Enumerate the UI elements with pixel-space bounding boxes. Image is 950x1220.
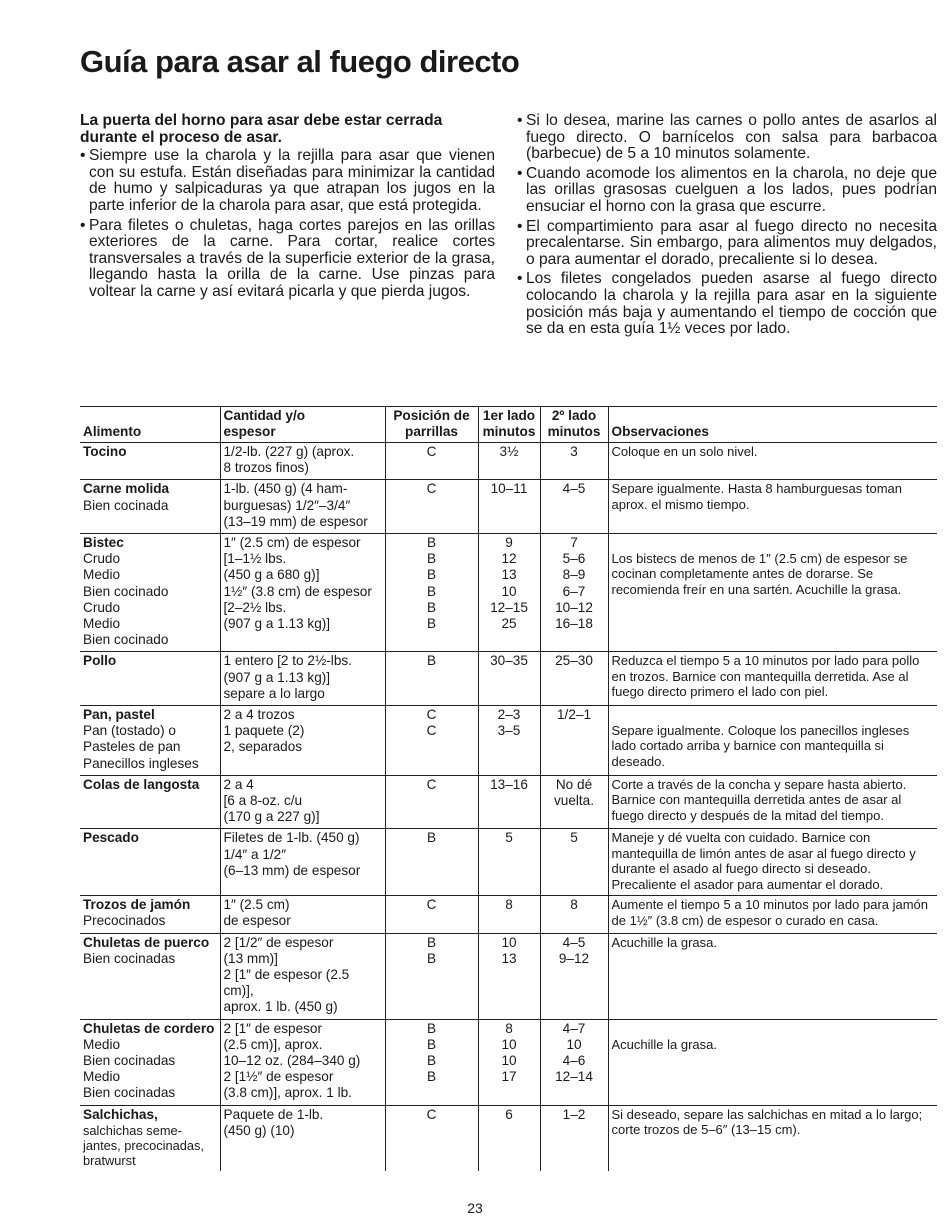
food-subtype: Pasteles de pan bbox=[83, 739, 181, 755]
note-text: Maneje y dé vuelta con cuidado. Barnice con mantequilla de limón antes de asar al fuego directo y durante el asado al fuego directo si deseado. Precaliente el asador para aumentar el dorado. bbox=[611, 830, 916, 892]
cell-line: 8 bbox=[505, 897, 513, 913]
food-subtype: Bien cocinado bbox=[83, 583, 169, 599]
cell-line: 25–30 bbox=[555, 653, 593, 669]
cell-food bbox=[80, 443, 220, 480]
cell-line: Filetes de 1-lb. (450 g) bbox=[223, 830, 360, 846]
food-name: Chuletas de cordero bbox=[83, 1020, 215, 1036]
cell-line: 1″ (2.5 cm) bbox=[223, 897, 290, 913]
cell-line: 2 a 4 bbox=[223, 776, 254, 792]
cell-line: 9–12 bbox=[558, 950, 590, 966]
cell-line: B bbox=[426, 583, 437, 599]
cell-line: B bbox=[426, 1052, 437, 1068]
table-row bbox=[80, 652, 937, 706]
food-name: Trozos de jamón bbox=[83, 897, 191, 913]
cell-line: 1 entero [2 to 2½-lbs. bbox=[223, 653, 352, 669]
cell-quantity bbox=[220, 896, 385, 933]
table-row bbox=[80, 1019, 937, 1105]
cell-line: (450 g) (10) bbox=[223, 1122, 295, 1138]
cell-line: B bbox=[426, 599, 437, 615]
cell-line: C bbox=[426, 481, 437, 497]
cell-quantity bbox=[220, 933, 385, 1019]
cell-food bbox=[80, 480, 220, 534]
cell-line: B bbox=[426, 535, 437, 551]
cell-line: 12 bbox=[501, 551, 517, 567]
header-side1: 1er lado minutos bbox=[478, 407, 540, 443]
cell-line: No dé bbox=[555, 776, 593, 792]
cell-line: C bbox=[426, 897, 437, 913]
cell-quantity bbox=[220, 1019, 385, 1105]
cell-line: 3 bbox=[570, 444, 578, 459]
cell-line: 1/2-lb. (227 g) (aprox. bbox=[223, 444, 355, 459]
cell-notes bbox=[608, 652, 937, 706]
cell-side1 bbox=[478, 775, 540, 829]
intro-bullet: • Para filetes o chuletas, haga cortes parejos en las orillas exteriores de la carne. Para cortar, realice cortes transversales a través de la superficie exterior de la grasa, llegando hasta la orilla de la carne. Use pinzas para voltear la carne y así evitará picarla y que pierda jugos. bbox=[80, 218, 495, 301]
food-name: Colas de langosta bbox=[83, 776, 200, 792]
food-subtype: Medio bbox=[83, 1069, 121, 1085]
cell-side2 bbox=[540, 933, 608, 1019]
cell-line: 8 bbox=[570, 897, 578, 913]
cell-line: (450 g a 680 g)] bbox=[223, 567, 320, 583]
cell-line: B bbox=[426, 653, 437, 669]
cell-food bbox=[80, 829, 220, 896]
cell-food bbox=[80, 652, 220, 706]
cell-line: 12–14 bbox=[555, 1069, 593, 1085]
cell-line: B bbox=[426, 934, 437, 950]
food-subtype: Bien cocinado bbox=[83, 632, 169, 648]
cell-line: 30–35 bbox=[490, 653, 528, 669]
cell-line: C bbox=[426, 707, 437, 723]
cell-line: 5 bbox=[570, 830, 578, 846]
cell-food bbox=[80, 896, 220, 933]
cell-line: 1–2 bbox=[562, 1106, 586, 1122]
cell-line: B bbox=[426, 616, 437, 632]
cell-line: (13–19 mm) de espesor bbox=[223, 513, 368, 529]
cell-line: 17 bbox=[501, 1069, 517, 1085]
cell-side1 bbox=[478, 534, 540, 652]
cell-side2 bbox=[540, 443, 608, 480]
food-subtype: Medio bbox=[83, 616, 121, 632]
cell-line: [6 a 8-oz. c/u bbox=[223, 793, 303, 809]
header-side2: 2º lado minutos bbox=[540, 407, 608, 443]
cell-side2 bbox=[540, 652, 608, 706]
cell-side1 bbox=[478, 443, 540, 480]
cell-side2 bbox=[540, 480, 608, 534]
food-name: Salchichas, bbox=[83, 1106, 158, 1122]
intro-bullet: • Los filetes congelados pueden asarse al fuego directo colocando la charola y la rejilla para asar en la siguiente posición más baja y aumentando el tiempo de cocción que se da en esta guía 1½ veces por lado. bbox=[517, 271, 937, 337]
cell-line: 10 bbox=[501, 1052, 517, 1068]
table-row bbox=[80, 534, 937, 652]
cell-line: 4–7 bbox=[562, 1020, 586, 1036]
note-text: Coloque en un solo nivel. bbox=[611, 444, 758, 459]
cell-line: B bbox=[426, 1020, 437, 1036]
cell-quantity bbox=[220, 480, 385, 534]
note-text: Si deseado, separe las salchichas en mitad a lo largo; corte trozos de 5–6″ (13–15 cm). bbox=[611, 1106, 923, 1137]
food-name: Tocino bbox=[83, 444, 127, 459]
cell-line: 1-lb. (450 g) (4 ham- bbox=[223, 481, 348, 497]
cell-line: vuelta. bbox=[553, 793, 595, 809]
food-subtype: Pan (tostado) o bbox=[83, 723, 176, 739]
cell-line: burguesas) 1/2″–3/4″ bbox=[223, 497, 351, 513]
cell-food bbox=[80, 534, 220, 652]
cell-line: 9 bbox=[505, 535, 513, 551]
cell-line: 8–9 bbox=[562, 567, 586, 583]
table-row bbox=[80, 933, 937, 1019]
cell-line: C bbox=[426, 723, 437, 739]
cell-line: (170 g a 227 g)] bbox=[223, 809, 320, 825]
food-subtype: Bien cocinadas bbox=[83, 1052, 176, 1068]
cell-notes bbox=[608, 896, 937, 933]
table-row bbox=[80, 829, 937, 896]
cell-side2 bbox=[540, 534, 608, 652]
intro-left-column bbox=[80, 113, 495, 304]
cell-line: 6 bbox=[505, 1106, 513, 1122]
cell-side2 bbox=[540, 1019, 608, 1105]
cell-side1 bbox=[478, 1105, 540, 1171]
cell-line: 1″ (2.5 cm) de espesor bbox=[223, 535, 361, 551]
cell-line: 6–7 bbox=[562, 583, 586, 599]
spacer bbox=[612, 707, 935, 723]
cell-line: 25 bbox=[501, 616, 517, 632]
cell-line: 13 bbox=[501, 567, 517, 583]
header-quantity: Cantidad y/o espesor bbox=[220, 407, 385, 443]
cell-side1 bbox=[478, 896, 540, 933]
food-name: Pan, pastel bbox=[83, 707, 155, 723]
cell-line: 2 a 4 trozos bbox=[223, 707, 295, 723]
cell-position bbox=[385, 896, 478, 933]
food-subtype: Medio bbox=[83, 567, 121, 583]
cell-notes bbox=[608, 534, 937, 652]
cell-position bbox=[385, 534, 478, 652]
cell-line: 2 [1″ de espesor bbox=[223, 1020, 323, 1036]
cell-quantity bbox=[220, 1105, 385, 1171]
food-subtype: bratwurst bbox=[83, 1153, 136, 1169]
cell-line: 12–15 bbox=[490, 599, 528, 615]
note-text: Los bistecs de menos de 1″ (2.5 cm) de espesor se cocinan completamente antes de dorarse. Se recomienda freír en una sartén. Acuchille la grasa. bbox=[611, 551, 908, 597]
page-title: Guía para asar al fuego directo bbox=[80, 44, 520, 79]
table-row bbox=[80, 480, 937, 534]
food-name: Bistec bbox=[83, 535, 124, 551]
cell-quantity bbox=[220, 775, 385, 829]
cell-line: 10–12 oz. (284–340 g) bbox=[223, 1052, 361, 1068]
cell-position bbox=[385, 480, 478, 534]
cell-line: B bbox=[426, 551, 437, 567]
table-row bbox=[80, 706, 937, 776]
cell-notes bbox=[608, 443, 937, 480]
table-row bbox=[80, 443, 937, 480]
cell-line: 10–12 bbox=[555, 599, 593, 615]
cell-line: de espesor bbox=[223, 913, 291, 929]
cell-notes bbox=[608, 1105, 937, 1171]
cell-position bbox=[385, 933, 478, 1019]
cell-line: 8 bbox=[505, 1020, 513, 1036]
cell-line: (907 g a 1.13 kg)] bbox=[223, 616, 331, 632]
cell-line: 1/2–1 bbox=[556, 707, 592, 723]
food-name: Pescado bbox=[83, 830, 139, 846]
cell-position bbox=[385, 829, 478, 896]
cell-line: 1/4″ a 1/2″ bbox=[223, 846, 287, 862]
broiling-guide-table bbox=[80, 406, 937, 1171]
cell-position bbox=[385, 1105, 478, 1171]
cell-quantity bbox=[220, 443, 385, 480]
cell-quantity bbox=[220, 829, 385, 896]
food-subtype: jantes, precocinadas, bbox=[83, 1137, 204, 1153]
cell-line: 2 [1/2″ de espesor bbox=[223, 934, 334, 950]
cell-position bbox=[385, 1019, 478, 1105]
cell-line: 3½ bbox=[499, 444, 519, 459]
cell-line: 2 [1½″ de espesor bbox=[223, 1069, 334, 1085]
cell-position bbox=[385, 443, 478, 480]
cell-notes bbox=[608, 829, 937, 896]
cell-line: [2–2½ lbs. bbox=[223, 599, 287, 615]
cell-side1 bbox=[478, 933, 540, 1019]
cell-notes bbox=[608, 933, 937, 1019]
food-subtype: Crudo bbox=[83, 551, 121, 567]
cell-line: 3–5 bbox=[497, 723, 521, 739]
food-subtype: Bien cocinada bbox=[83, 497, 169, 513]
food-subtype: salchichas seme- bbox=[83, 1122, 182, 1138]
note-text: Acuchille la grasa. bbox=[611, 934, 717, 950]
food-name: Pollo bbox=[83, 653, 117, 669]
cell-side1 bbox=[478, 1019, 540, 1105]
cell-line: 10 bbox=[501, 1036, 517, 1052]
cell-line: 2 [1″ de espesor (2.5 cm)], bbox=[223, 966, 354, 999]
cell-line: 4–5 bbox=[562, 481, 586, 497]
cell-position bbox=[385, 652, 478, 706]
spacer bbox=[612, 1021, 935, 1037]
cell-notes bbox=[608, 775, 937, 829]
cell-line: 13–16 bbox=[490, 776, 528, 792]
cell-line: 10–11 bbox=[490, 481, 528, 497]
cell-line: (3.8 cm)], aprox. 1 lb. bbox=[223, 1085, 352, 1101]
cell-line: B bbox=[426, 950, 437, 966]
cell-food bbox=[80, 1019, 220, 1105]
cell-line: B bbox=[426, 830, 437, 846]
cell-line: 10 bbox=[566, 1036, 582, 1052]
note-text: Reduzca el tiempo 5 a 10 minutos por lado para pollo en trozos. Barnice con mantequilla derretida. Ase al fuego directo primero el lado con piel. bbox=[611, 653, 920, 700]
cell-line: B bbox=[426, 567, 437, 583]
cell-line: [1–1½ lbs. bbox=[223, 551, 287, 567]
cell-line: Paquete de 1-lb. bbox=[223, 1106, 324, 1122]
food-subtype: Crudo bbox=[83, 599, 121, 615]
cell-quantity bbox=[220, 706, 385, 776]
food-subtype: Bien cocinadas bbox=[83, 950, 176, 966]
note-text: Separe igualmente. Coloque los panecillos ingleses lado cortado arriba y barnice con mantequilla si deseado. bbox=[611, 723, 910, 769]
cell-line: 13 bbox=[501, 950, 517, 966]
intro-bullet: • Siempre use la charola y la rejilla para asar que vienen con su estufa. Están diseñadas para minimizar la cantidad de humo y salpicaduras ya que atrapan los jugos en la parte inferior de la charola para asar, que está protegida. bbox=[80, 148, 495, 214]
cell-side2 bbox=[540, 1105, 608, 1171]
cell-line: 10 bbox=[501, 583, 517, 599]
spacer bbox=[612, 535, 935, 551]
cell-side2 bbox=[540, 775, 608, 829]
cell-quantity bbox=[220, 534, 385, 652]
note-text: Separe igualmente. Hasta 8 hamburguesas toman aprox. el mismo tiempo. bbox=[611, 481, 903, 512]
intro-bullet: • Cuando acomode los alimentos en la charola, no deje que las orillas grasosas cuelguen a los lados, pues podrían ensuciar el horno con la grasa que escurre. bbox=[517, 166, 937, 216]
cell-side2 bbox=[540, 706, 608, 776]
cell-line: 7 bbox=[570, 535, 578, 551]
cell-line: B bbox=[426, 1036, 437, 1052]
food-subtype: Medio bbox=[83, 1036, 121, 1052]
cell-side1 bbox=[478, 652, 540, 706]
food-subtype: Precocinados bbox=[83, 913, 166, 929]
cell-line: (2.5 cm)], aprox. bbox=[223, 1036, 323, 1052]
cell-line: 10 bbox=[501, 934, 517, 950]
cell-food bbox=[80, 1105, 220, 1171]
table-row bbox=[80, 896, 937, 933]
cell-line: B bbox=[426, 1069, 437, 1085]
cell-position bbox=[385, 775, 478, 829]
cell-line: 8 trozos finos) bbox=[223, 460, 309, 476]
intro-bullet: • Si lo desea, marine las carnes o pollo antes de asarlos al fuego directo. O barnícelos con salsa para barbacoa (barbecue) de 5 a 10 minutos solamente. bbox=[517, 113, 937, 163]
cell-line: (13 mm)] bbox=[223, 950, 278, 966]
food-name: Chuletas de puerco bbox=[83, 934, 210, 950]
cell-food bbox=[80, 933, 220, 1019]
intro-bullet: • El compartimiento para asar al fuego directo no necesita precalentarse. Sin embargo, para alimentos muy delgados, o para aumentar el dorado, precaliente si lo desea. bbox=[517, 219, 937, 269]
cell-line: C bbox=[426, 776, 437, 792]
cell-line: C bbox=[426, 444, 437, 459]
cell-food bbox=[80, 706, 220, 776]
table-row bbox=[80, 1105, 937, 1171]
cell-side1 bbox=[478, 829, 540, 896]
cell-side2 bbox=[540, 896, 608, 933]
cell-line: 4–6 bbox=[562, 1052, 586, 1068]
cell-line: 1½″ (3.8 cm) de espesor bbox=[223, 583, 372, 599]
cell-notes bbox=[608, 706, 937, 776]
cell-quantity bbox=[220, 652, 385, 706]
note-text: Aumente el tiempo 5 a 10 minutos por lado para jamón de 1½″ (3.8 cm) de espesor o curado en casa. bbox=[611, 897, 929, 928]
cell-line: 4–5 bbox=[562, 934, 586, 950]
note-text: Acuchille la grasa. bbox=[611, 1036, 717, 1052]
cell-line: C bbox=[426, 1106, 437, 1122]
cell-line: 16–18 bbox=[555, 616, 593, 632]
cell-side1 bbox=[478, 480, 540, 534]
cell-notes bbox=[608, 1019, 937, 1105]
cell-line: (6–13 mm) de espesor bbox=[223, 862, 361, 878]
cell-line: 5–6 bbox=[562, 551, 586, 567]
cell-food bbox=[80, 775, 220, 829]
cell-line: aprox. 1 lb. (450 g) bbox=[223, 999, 338, 1015]
intro-warning: La puerta del horno para asar debe estar cerrada durante el proceso de asar. bbox=[80, 112, 443, 146]
cell-line: 2, separados bbox=[223, 739, 303, 755]
cell-notes bbox=[608, 480, 937, 534]
table-row bbox=[80, 775, 937, 829]
food-subtype: Panecillos ingleses bbox=[83, 755, 199, 771]
food-subtype: Bien cocinadas bbox=[83, 1085, 176, 1101]
cell-side2 bbox=[540, 829, 608, 896]
header-food: Alimento bbox=[80, 407, 220, 443]
cell-side1 bbox=[478, 706, 540, 776]
food-name: Carne molida bbox=[83, 481, 170, 497]
cell-line: separe a lo largo bbox=[223, 685, 325, 701]
header-position: Posición de parrillas bbox=[385, 407, 478, 443]
header-notes: Observaciones bbox=[608, 407, 937, 443]
cell-line: 5 bbox=[505, 830, 513, 846]
table-header-row bbox=[80, 407, 937, 443]
cell-position bbox=[385, 706, 478, 776]
cell-line: 2–3 bbox=[497, 707, 521, 723]
cell-line: (907 g a 1.13 kg)] bbox=[223, 669, 331, 685]
page-number: 23 bbox=[467, 1200, 483, 1216]
intro-right-column bbox=[517, 113, 937, 341]
note-text: Corte a través de la concha y separe hasta abierto. Barnice con mantequilla derretida antes de asar al fuego directo y después de la mitad del tiempo. bbox=[611, 776, 907, 823]
cell-line: 1 paquete (2) bbox=[223, 723, 305, 739]
